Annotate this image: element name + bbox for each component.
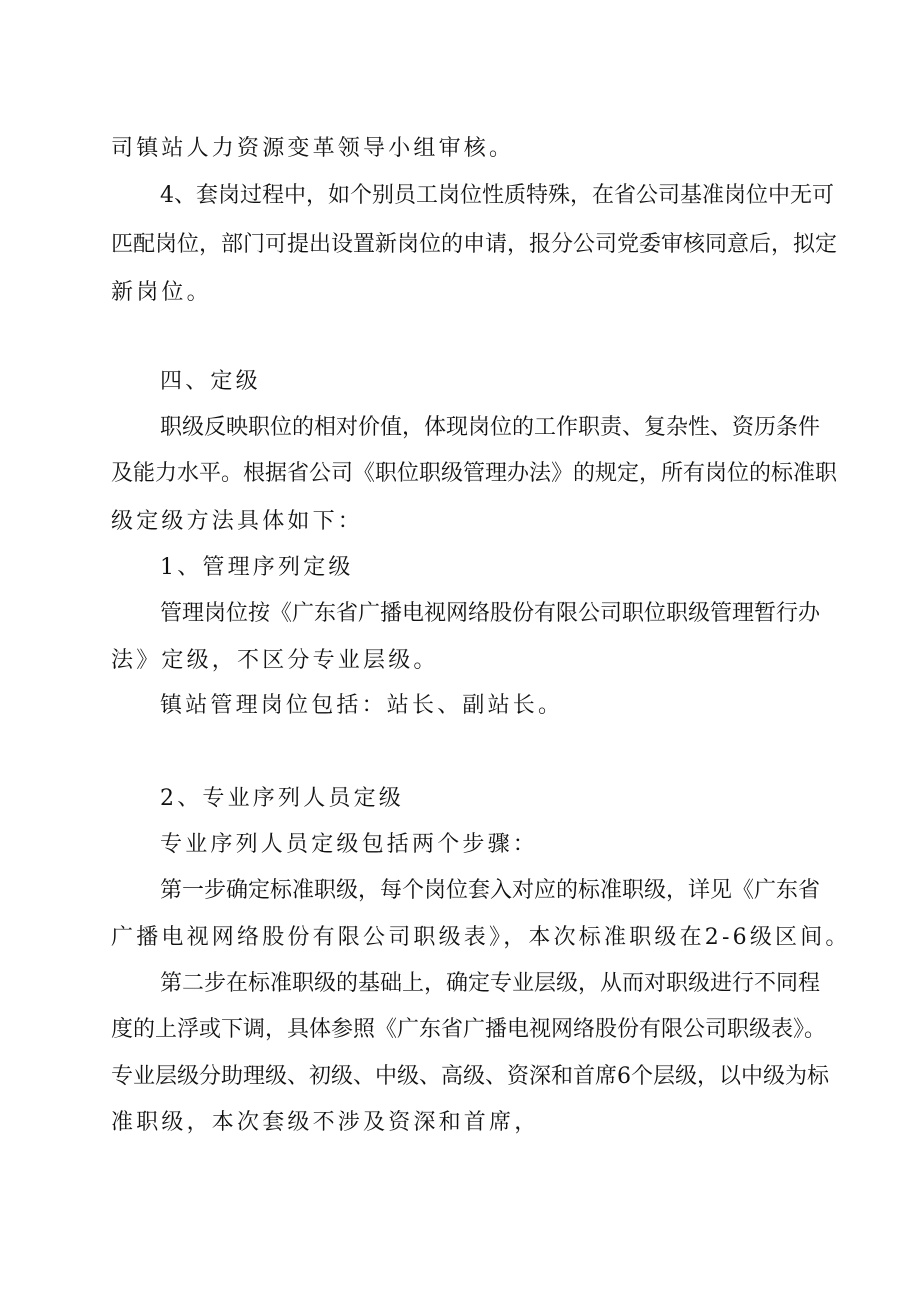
paragraph-line: 新岗位。 <box>111 280 212 305</box>
subsection-heading: 1、管理序列定级 <box>160 555 354 580</box>
section-heading: 四、定级 <box>160 369 261 394</box>
paragraph-line: 司镇站人力资源变革领导小组审核。 <box>111 136 515 161</box>
paragraph-line: 准职级，本次套级不涉及资深和首席， <box>111 1110 540 1135</box>
paragraph-line: 法》定级，不区分专业层级。 <box>111 648 439 673</box>
paragraph-line: 匹配岗位，部门可提出设置新岗位的申请，报分公司党委审核同意后，拟定 <box>111 232 838 257</box>
paragraph-line: 职级反映职位的相对价值，体现岗位的工作职责、复杂性、资历条件 <box>160 415 821 440</box>
paragraph-line: 广播电视网络股份有限公司职级表》，本次标准职级在2-6级区间。 <box>111 925 851 950</box>
paragraph-line: 专业序列人员定级包括两个步骤： <box>160 832 539 857</box>
paragraph-line: 第二步在标准职级的基础上，确定专业层级，从而对职级进行不同程 <box>160 971 821 996</box>
paragraph-line: 镇站管理岗位包括：站长、副站长。 <box>160 693 564 718</box>
paragraph-line: 度的上浮或下调，具体参照《广东省广播电视网络股份有限公司职级表》。 <box>111 1017 827 1042</box>
subsection-heading: 2、专业序列人员定级 <box>160 786 404 811</box>
paragraph-line: 第一步确定标准职级，每个岗位套入对应的标准职级，详见《广东省 <box>160 878 821 903</box>
paragraph-line: 级定级方法具体如下： <box>111 509 364 534</box>
paragraph-line: 4、套岗过程中，如个别员工岗位性质特殊，在省公司基准岗位中无可 <box>160 183 834 208</box>
paragraph-line: 管理岗位按《广东省广播电视网络股份有限公司职位职级管理暂行办 <box>160 601 821 626</box>
paragraph-line: 专业层级分助理级、初级、中级、高级、资深和首席6个层级，以中级为标 <box>111 1064 829 1089</box>
paragraph-line: 及能力水平。根据省公司《职位职级管理办法》的规定，所有岗位的标准职 <box>111 461 838 486</box>
